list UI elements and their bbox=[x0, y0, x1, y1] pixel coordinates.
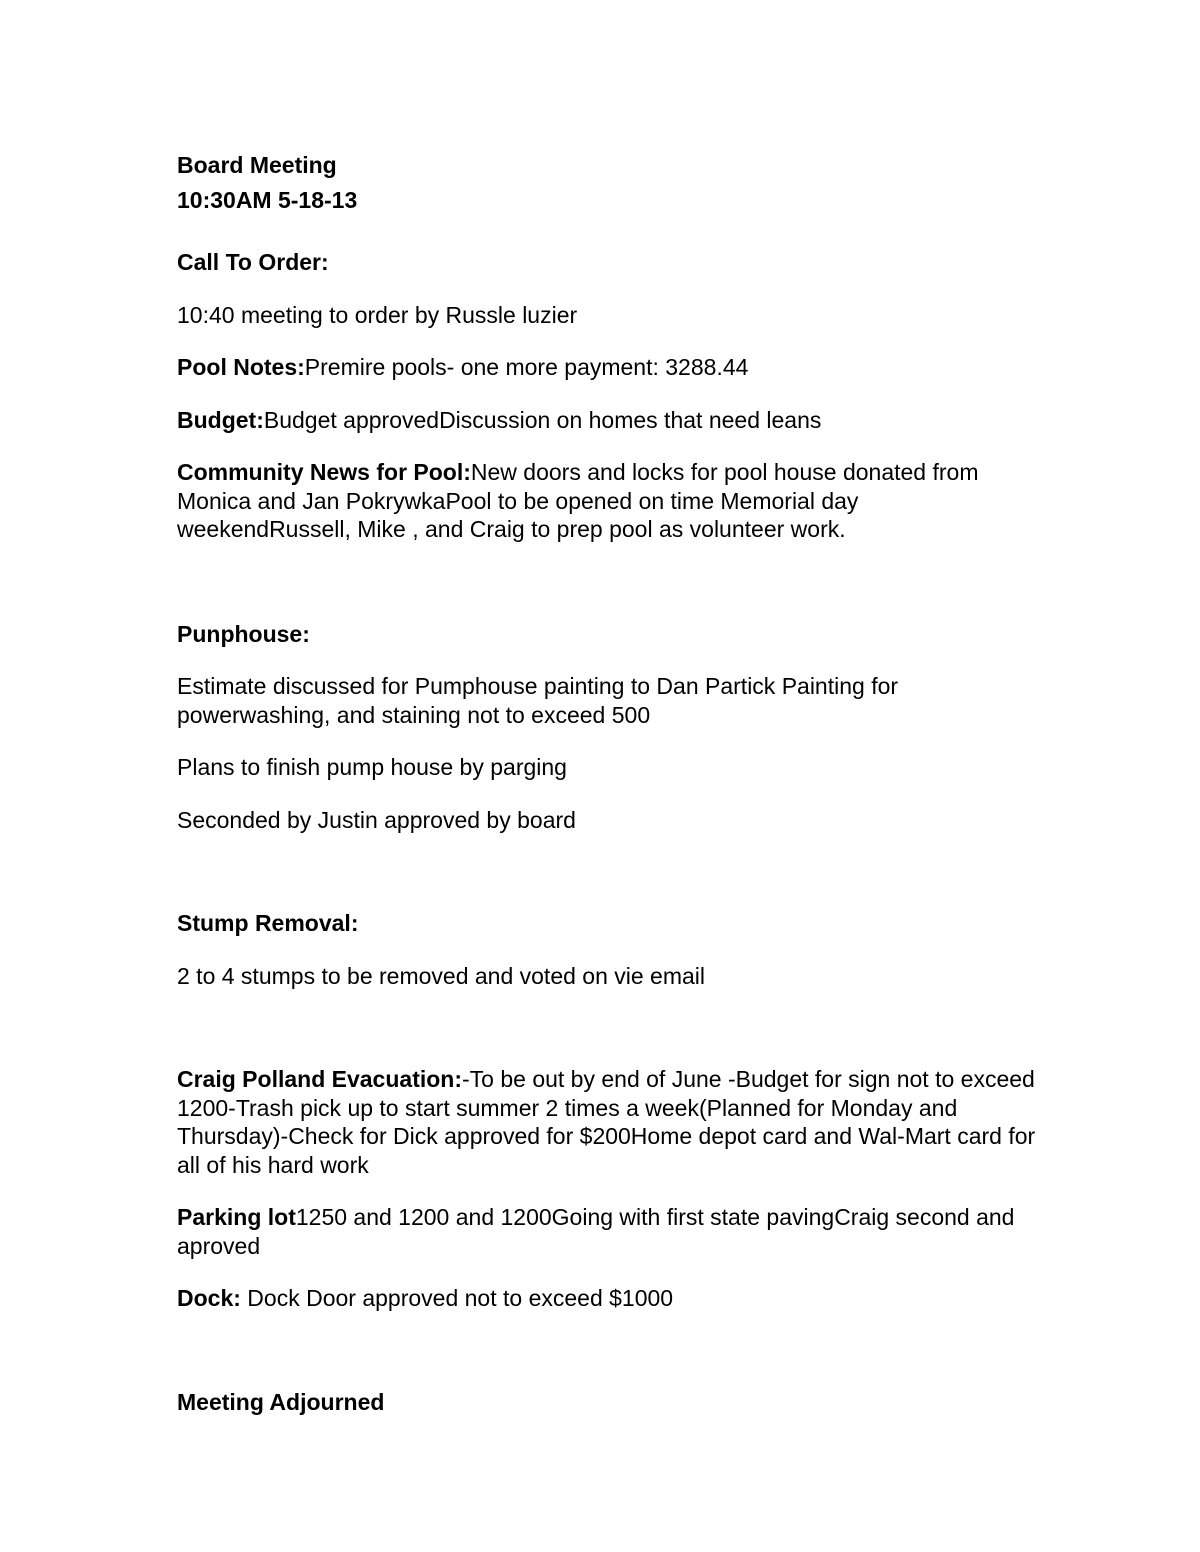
community-news-paragraph bbox=[177, 458, 1037, 544]
pool-notes-label: Pool Notes: bbox=[177, 354, 305, 380]
budget-label: Budget: bbox=[177, 406, 264, 433]
meeting-adjourned-heading: Meeting Adjourned bbox=[177, 1388, 385, 1415]
meeting-time-date: 10:30AM 5-18-13 bbox=[177, 186, 358, 213]
stump-removal-text: 2 to 4 stumps to be removed and voted on vie email bbox=[177, 962, 706, 989]
call-to-order-text: 10:40 meeting to order by Russle luzier bbox=[177, 301, 578, 328]
craig-polland-text: -To be out by end of June -Budget for sign not to exceed 1200-Trash pick up to start summer 2 times a week(Planned for Monday and Thursday)-Check for Dick approved for $200Home depot card and Wal-Mart card for all of his hard work bbox=[177, 1066, 1036, 1178]
dock-paragraph bbox=[177, 1284, 1037, 1313]
community-news-text: New doors and locks for pool house donated from Monica and Jan PokrywkaPool to be opened on time Memorial day weekendRussell, Mike , and Craig to prep pool as volunteer work. bbox=[177, 459, 979, 542]
budget-paragraph bbox=[177, 406, 1037, 435]
stump-removal-heading: Stump Removal: bbox=[177, 910, 359, 936]
punphouse-seconded-text: Seconded by Justin approved by board bbox=[177, 806, 576, 833]
parking-lot-label: Parking lot bbox=[177, 1204, 296, 1230]
minutes-body bbox=[177, 151, 1037, 1416]
punphouse-plans-text: Plans to finish pump house by parging bbox=[177, 754, 567, 780]
call-to-order-heading: Call To Order: bbox=[177, 249, 329, 275]
budget-text: Budget approvedDiscussion on homes that need leans bbox=[263, 406, 822, 433]
punphouse-heading: Punphouse: bbox=[177, 620, 310, 647]
pool-notes-text: Premire pools- one more payment: 3288.44 bbox=[304, 354, 749, 380]
punphouse-estimate-text: Estimate discussed for Pumphouse painting to Dan Partick Painting for powerwashing, and staining not to exceed 500 bbox=[177, 673, 899, 728]
community-news-label: Community News for Pool: bbox=[177, 459, 471, 485]
pool-notes-paragraph bbox=[177, 353, 1037, 382]
dock-label: Dock: bbox=[177, 1285, 241, 1311]
craig-polland-paragraph bbox=[177, 1065, 1037, 1179]
parking-lot-text: 1250 and 1200 and 1200Going with first state pavingCraig second and aproved bbox=[177, 1204, 1015, 1259]
document-title: Board Meeting bbox=[177, 152, 337, 178]
dock-text: Dock Door approved not to exceed $1000 bbox=[240, 1285, 674, 1311]
craig-polland-label: Craig Polland Evacuation: bbox=[177, 1066, 462, 1092]
parking-lot-paragraph bbox=[177, 1203, 1037, 1260]
